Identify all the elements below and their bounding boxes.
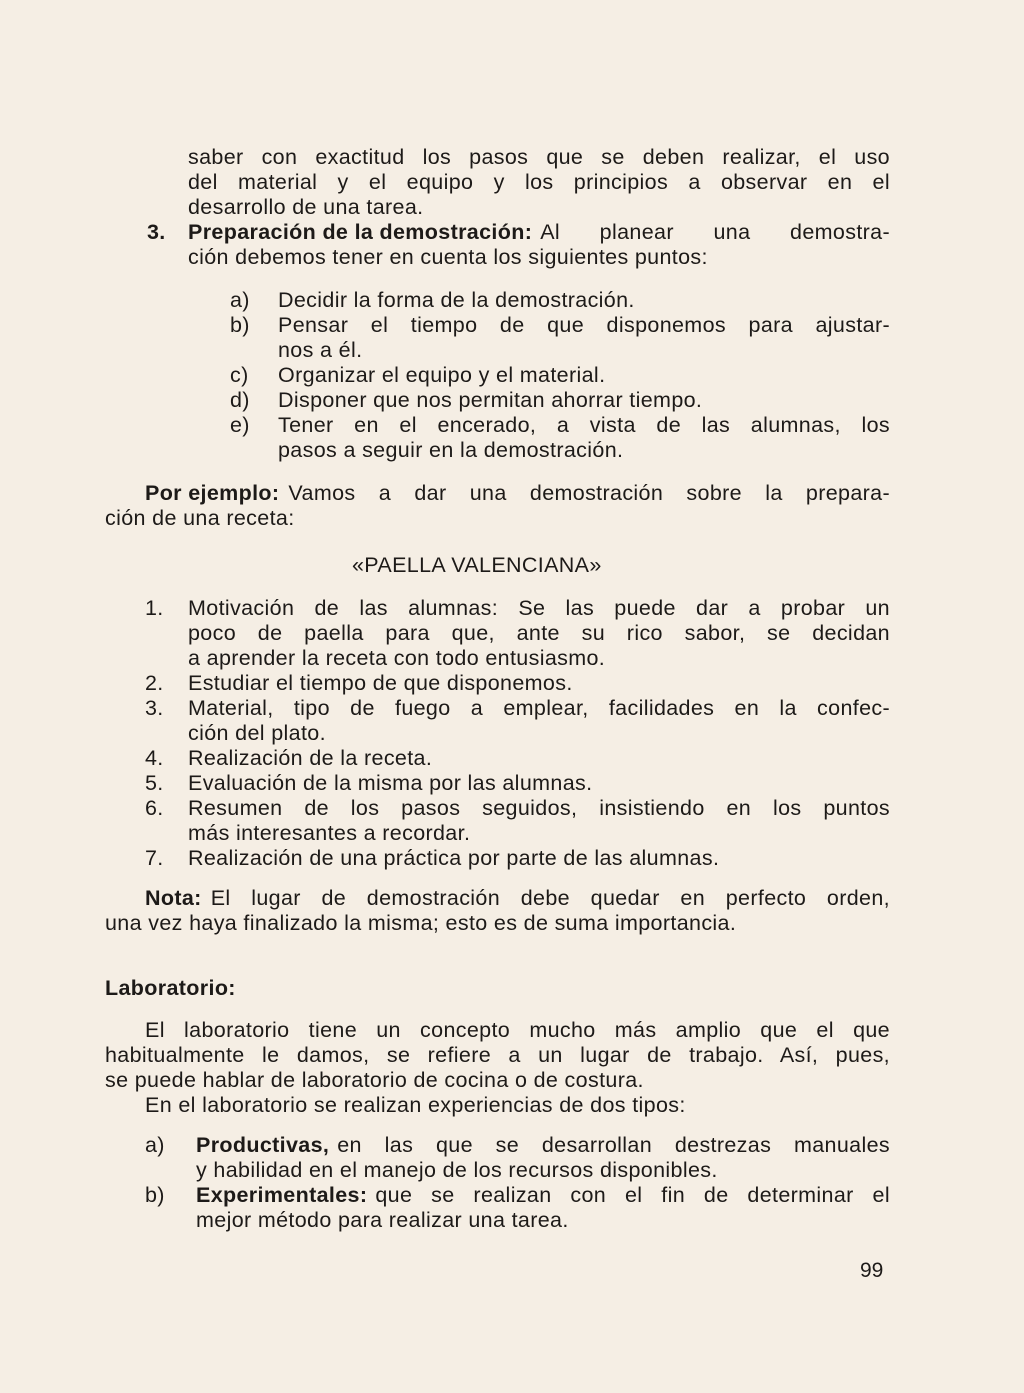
point-3-text-1: Al planear una demostra-	[540, 220, 890, 244]
recipe-title: «PAELLA VALENCIANA»	[352, 553, 602, 577]
subpoint-a-letter: a)	[230, 288, 250, 312]
step-6-line-2: más interesantes a recordar.	[188, 821, 471, 845]
example-line-2: ción de una receta:	[105, 506, 295, 530]
lab-line-4: En el laboratorio se realizan experiencias de dos tipos:	[145, 1093, 686, 1117]
lab-type-b-text-1: que se realizan con el fin de determinar el	[375, 1183, 890, 1207]
lab-type-b-letter: b)	[145, 1183, 165, 1207]
step-3-number: 3.	[145, 696, 164, 720]
lab-type-b-line-2: mejor método para realizar una tarea.	[196, 1208, 569, 1232]
lab-line-2: habitualmente le damos, se refiere a un lugar de trabajo. Así, pues,	[105, 1043, 890, 1067]
lab-type-b-line-1	[196, 1183, 890, 1208]
step-3-line-2: ción del plato.	[188, 721, 326, 745]
step-1-number: 1.	[145, 596, 164, 620]
subpoint-c-text: Organizar el equipo y el material.	[278, 363, 606, 387]
step-3-line-1: Material, tipo de fuego a emplear, facilidades en la confec-	[188, 696, 890, 720]
example-line-1	[145, 481, 890, 506]
lab-line-3: se puede hablar de laboratorio de cocina o de costura.	[105, 1068, 644, 1092]
subpoint-b-letter: b)	[230, 313, 250, 337]
lab-type-b-label: Experimentales:	[196, 1183, 368, 1207]
subpoint-b-text-1: Pensar el tiempo de que disponemos para ajustar-	[278, 313, 890, 337]
note-text-1: El lugar de demostración debe quedar en perfecto orden,	[210, 886, 890, 910]
page-number: 99	[860, 1259, 884, 1282]
step-1-line-1: Motivación de las alumnas: Se las puede dar a probar un	[188, 596, 890, 620]
intro-line-2: del material y el equipo y los principios a observar en el	[188, 170, 890, 194]
note-line-1	[145, 886, 890, 911]
step-6-line-1: Resumen de los pasos seguidos, insistiendo en los puntos	[188, 796, 890, 820]
lab-type-a-text-1: en las que se desarrollan destrezas manuales	[337, 1133, 890, 1157]
step-7-number: 7.	[145, 846, 164, 870]
step-7-line-1: Realización de una práctica por parte de las alumnas.	[188, 846, 720, 870]
subpoint-c-letter: c)	[230, 363, 249, 387]
step-1-line-3: a aprender la receta con todo entusiasmo.	[188, 646, 606, 670]
step-4-line-1: Realización de la receta.	[188, 746, 433, 770]
subpoint-a-text: Decidir la forma de la demostración.	[278, 288, 635, 312]
step-6-number: 6.	[145, 796, 164, 820]
step-5-line-1: Evaluación de la misma por las alumnas.	[188, 771, 593, 795]
step-1-line-2: poco de paella para que, ante su rico sabor, se decidan	[188, 621, 890, 645]
step-4-number: 4.	[145, 746, 164, 770]
example-text-1: Vamos a dar una demostración sobre la prepara-	[288, 481, 890, 505]
intro-line-1: saber con exactitud los pasos que se deben realizar, el uso	[188, 145, 890, 169]
note-label: Nota:	[145, 886, 202, 910]
point-3-line-2: ción debemos tener en cuenta los siguientes puntos:	[188, 245, 708, 269]
lab-heading: Laboratorio:	[105, 976, 236, 1000]
lab-type-a-line-1	[196, 1133, 890, 1158]
subpoint-b-text-2: nos a él.	[278, 338, 363, 362]
note-line-2: una vez haya finalizado la misma; esto es de suma importancia.	[105, 911, 737, 935]
point-3-line-1	[188, 220, 890, 245]
subpoint-e-text-2: pasos a seguir en la demostración.	[278, 438, 624, 462]
subpoint-d-letter: d)	[230, 388, 250, 412]
step-2-number: 2.	[145, 671, 164, 695]
lab-type-a-label: Productivas,	[196, 1133, 330, 1157]
step-2-line-1: Estudiar el tiempo de que disponemos.	[188, 671, 573, 695]
lab-line-1: El laboratorio tiene un concepto mucho más amplio que el que	[145, 1018, 890, 1042]
point-3-number: 3.	[147, 220, 166, 244]
point-3-heading: Preparación de la demostración:	[188, 220, 533, 244]
subpoint-e-letter: e)	[230, 413, 250, 437]
lab-type-a-line-2: y habilidad en el manejo de los recursos disponibles.	[196, 1158, 718, 1182]
intro-line-3: desarrollo de una tarea.	[188, 195, 424, 219]
lab-type-a-letter: a)	[145, 1133, 165, 1157]
example-label: Por ejemplo:	[145, 481, 280, 505]
subpoint-d-text: Disponer que nos permitan ahorrar tiempo.	[278, 388, 703, 412]
subpoint-e-text-1: Tener en el encerado, a vista de las alumnas, los	[278, 413, 890, 437]
step-5-number: 5.	[145, 771, 164, 795]
